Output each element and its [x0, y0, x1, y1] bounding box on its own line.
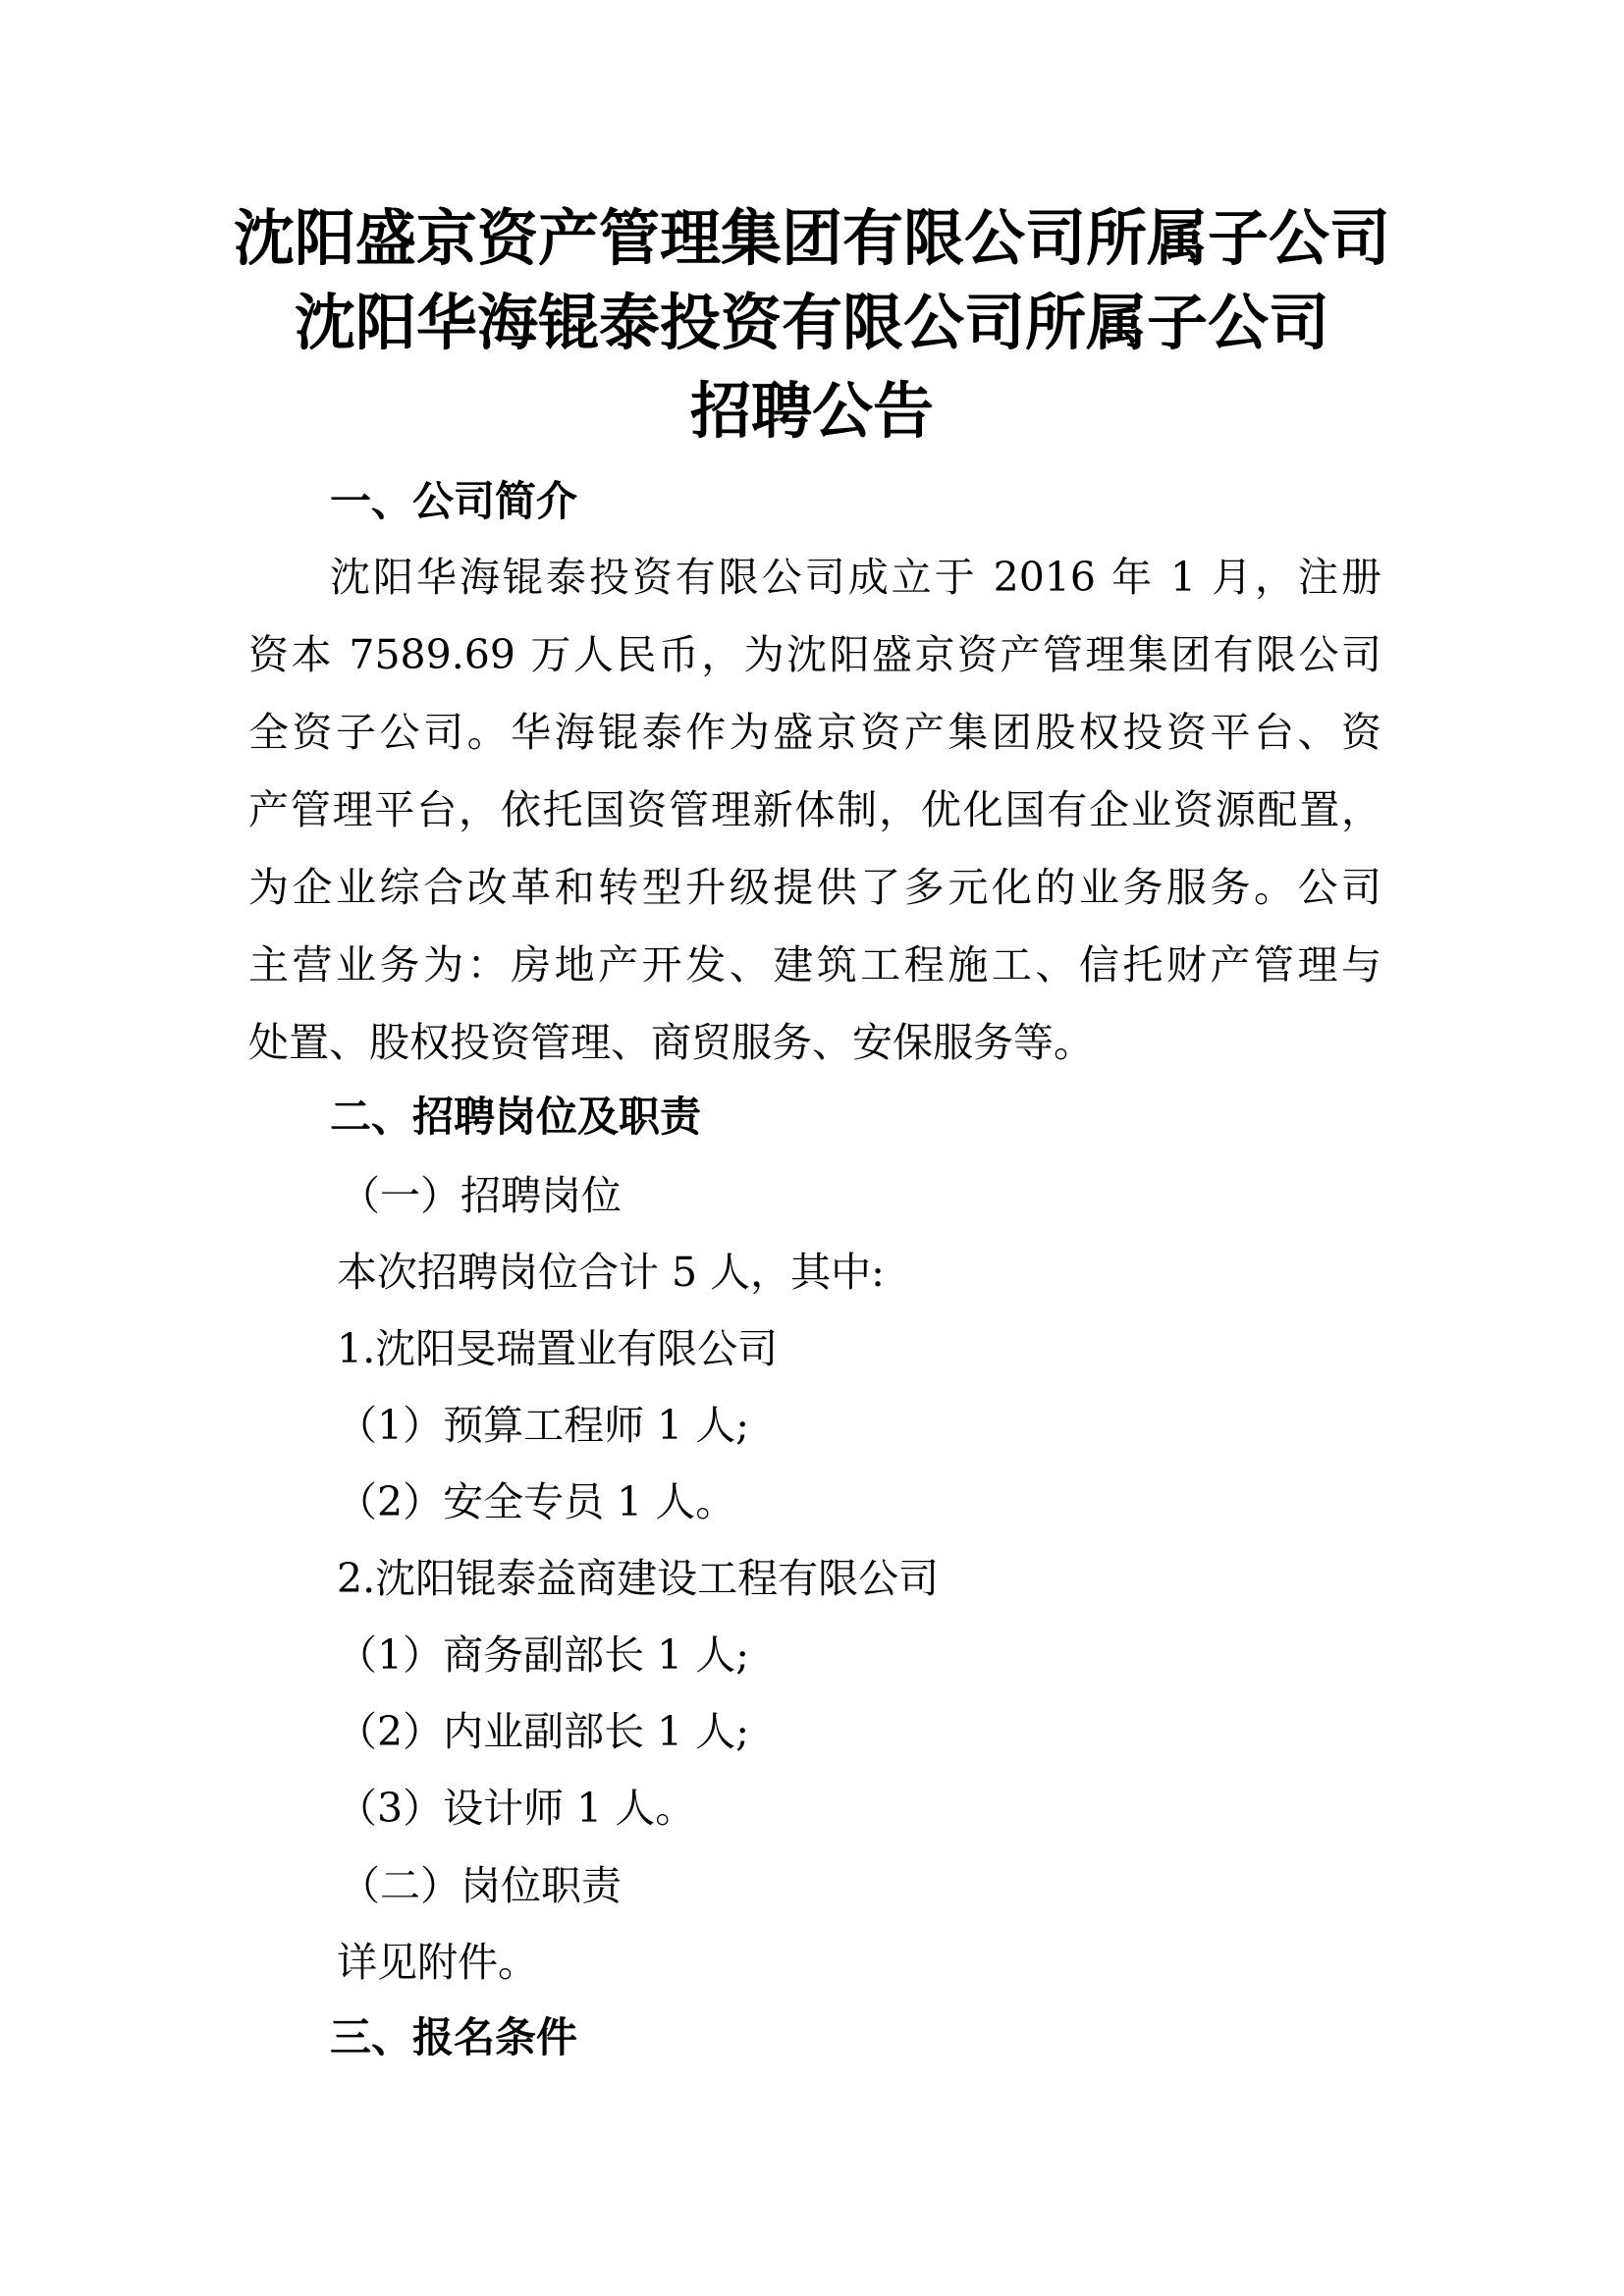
paragraph-line: 沈阳华海锟泰投资有限公司成立于 2016 年 1 月，注册	[330, 554, 1381, 601]
position-item: （2）安全专员 1 人。	[337, 1478, 736, 1525]
company-name: 2.沈阳锟泰益商建设工程有限公司	[337, 1555, 940, 1602]
subsection-heading: （二）岗位职责	[340, 1862, 622, 1909]
title-line-2: 沈阳华海锟泰投资有限公司所属子公司	[294, 287, 1329, 358]
section-1-heading: 一、公司简介	[330, 477, 578, 525]
position-item: （1）预算工程师 1 人;	[337, 1402, 750, 1449]
title-line-3: 招聘公告	[689, 375, 934, 447]
position-item: （1）商务副部长 1 人;	[337, 1631, 750, 1679]
paragraph-line: 资本 7589.69 万人民币，为沈阳盛京资产管理集团有限公司	[248, 631, 1381, 678]
paragraph-line: 处置、股权投资管理、商贸服务、安保服务等。	[248, 1019, 1094, 1066]
subsection-heading: （一）招聘岗位	[340, 1172, 622, 1219]
position-item: （3）设计师 1 人。	[337, 1785, 696, 1832]
paragraph-line: 主营业务为：房地产开发、建筑工程施工、信托财产管理与	[248, 941, 1381, 988]
paragraph-line: 产管理平台，依托国资管理新体制，优化国有企业资源配置，	[248, 786, 1381, 833]
paragraph-line: 为企业综合改革和转型升级提供了多元化的业务服务。公司	[248, 864, 1381, 911]
title-line-1: 沈阳盛京资产管理集团有限公司所属子公司	[233, 202, 1390, 274]
duties-text: 详见附件。	[337, 1939, 538, 1986]
company-name: 1.沈阳旻瑞置业有限公司	[337, 1325, 779, 1372]
position-item: （2）内业副部长 1 人;	[337, 1708, 750, 1755]
section-3-heading: 三、报名条件	[330, 2013, 578, 2061]
paragraph-line: 全资子公司。华海锟泰作为盛京资产集团股权投资平台、资	[248, 709, 1381, 756]
positions-total: 本次招聘岗位合计 5 人，其中:	[337, 1249, 885, 1296]
section-2-heading: 二、招聘岗位及职责	[330, 1093, 702, 1141]
